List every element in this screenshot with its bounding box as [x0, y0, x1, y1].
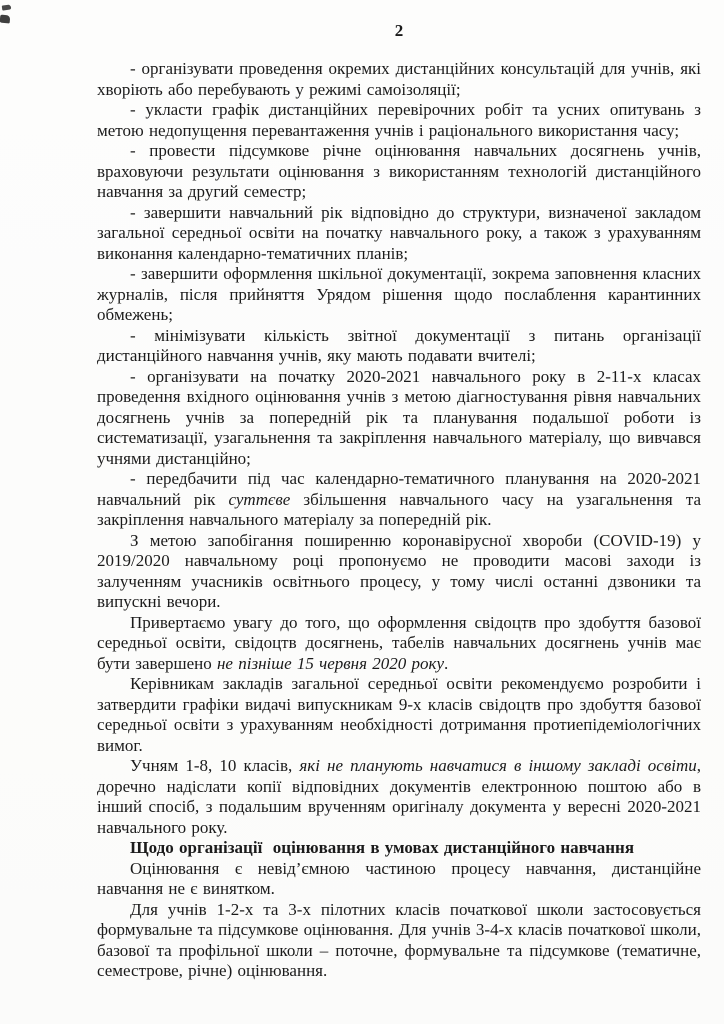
paragraph-text-italic: які не планують навчатися в іншому закладі освіти: [299, 756, 697, 775]
paragraph-text: Оцінювання є невід’ємною частиною процесу навчання, дистанційне навчання не є винятком.: [97, 858, 701, 898]
paragraph-text: - організувати проведення окремих дистанційних консультацій для учнів, які хворіють або перебувають у режимі самоізоляції;: [97, 59, 701, 99]
section-heading-assessment: [97, 838, 701, 859]
paragraph-text: З метою запобігання поширенню коронавірусної хвороби (COVID-19) у 2019/2020 навчальному році пропонуємо не проводити масові заходи із залученням учасників освітнього процесу, у тому числі останні дзвоники та випускні вечори.: [97, 530, 701, 611]
paragraph-minimize-reports: [97, 326, 701, 367]
paragraph-certificates-deadline: [97, 613, 701, 675]
paragraph-text: - мінімізувати кількість звітної документації з питань організації дистанційного навчання учнів, яку мають подавати вчителі;: [97, 325, 701, 365]
paragraph-text: , доречно надіслати копії відповідних документів електронною поштою або в інший спосіб, з подальшим врученням оригіналу документа у вересні 2020-2021 навчального року.: [97, 756, 701, 837]
paragraph-text: Учням 1-8, 10 класів,: [130, 756, 300, 775]
paragraph-text-italic: не пізніше 15 червня 2020 року: [217, 653, 444, 673]
paragraph-entry-assessment: [97, 367, 701, 470]
paragraph-calendar-planning: [97, 469, 701, 531]
paragraph-text: - організувати на початку 2020-2021 навчального року в 2-11-х класах проведення вхідного оцінювання учнів з метою діагностування рівня навчальних досягнень учнів за попередній рік та планування подальшої роботи із систематизації, узагальнення та закріплення навчального матеріалу, що вивчався учнями дистанційно;: [97, 366, 701, 468]
paragraph-text-italic: суттєве: [228, 489, 291, 509]
paragraph-text: - провести підсумкове річне оцінювання навчальних досягнень учнів, враховуючи результати оцінювання з використанням технологій дистанційного навчання за другий семестр;: [97, 141, 701, 201]
paragraph-text: Керівникам закладів загальної середньої освіти рекомендуємо розробити і затвердити графіки видачі випускникам 9-х класів свідоцтв про здобуття базової середньої освіти з урахуванням необхідності дотримання протиепідеміологічних вимог.: [97, 674, 701, 755]
paragraph-finish-school-year: [97, 203, 701, 265]
paragraph-text: - укласти графік дистанційних перевірочних робіт та усних опитувань з метою недопущення перевантаження учнів і раціонального використання часу;: [97, 100, 701, 140]
paragraph-text: - завершити навчальний рік відповідно до структури, визначеної закладом загальної середньої освіти на початку навчального року, а також з урахуванням виконання календарно-тематичних планів;: [97, 202, 701, 263]
paragraph-text: - передбачити під час календарно-тематичного планування на 2020-2021 навчальний рік: [97, 469, 701, 509]
paragraph-annual-assessment: [97, 141, 701, 203]
paragraph-text: Для учнів 1-2-х та 3-х пілотних класів початкової школи застосовується формувальне та підсумкове оцінювання. Для учнів 3-4-х класів початкової школи, базової та профільної школи – поточне, формувальне та підсумкове (тематичне, семестрове, річне) оцінювання.: [97, 899, 701, 980]
paragraph-text: - завершити оформлення шкільної документації, зокрема заповнення класних журналів, після прийняття Урядом рішення щодо послаблення карантинних обмежень;: [97, 264, 701, 324]
scan-artifact: [2, 4, 12, 10]
page-number: 2: [394, 21, 404, 40]
paragraph-assessment-intro: [97, 859, 701, 900]
paragraph-test-schedule: [97, 100, 701, 141]
paragraph-certificate-issuance: [97, 674, 701, 756]
paragraph-text: Привертаємо увагу до того, що оформлення свідоцтв про здобуття базової середньої освіти, свідоцтв досягнень, табелів навчальних досягнень учнів має бути завершено: [97, 612, 701, 673]
heading-text: Щодо організації оцінювання в умовах дистанційного навчання: [130, 838, 635, 857]
paragraph-document-copies: [97, 756, 701, 838]
document-body: [97, 59, 701, 982]
paragraph-school-documentation: [97, 264, 701, 326]
paragraph-covid-mass-events: [97, 531, 701, 613]
paragraph-distance-consultations: [97, 59, 701, 100]
paragraph-text: збільшення навчального часу на узагальнення та закріплення навчального матеріалу за попередній рік.: [97, 489, 701, 529]
paragraph-text: .: [444, 653, 449, 673]
paragraph-assessment-types: [97, 900, 701, 982]
scan-artifact: [0, 15, 10, 24]
